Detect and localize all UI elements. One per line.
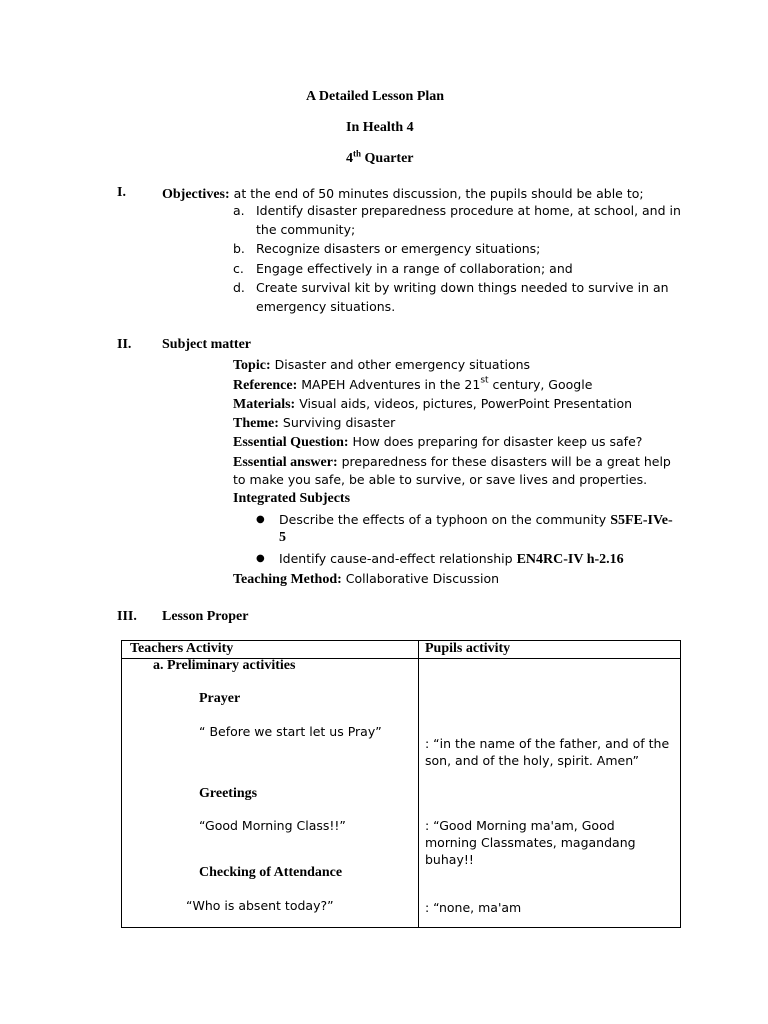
greetings-heading: Greetings: [199, 786, 258, 801]
teaching-method-line: Teaching Method: Collaborative Discussion: [233, 571, 500, 587]
topic-line: Topic: Disaster and other emergency situations: [233, 357, 531, 373]
objective-item: Recognize disasters or emergency situations;: [256, 241, 541, 256]
prayer-teacher-line: “ Before we start let us Pray”: [199, 724, 382, 739]
objective-item: Create survival kit by writing down things needed to survive in an: [256, 280, 669, 295]
greetings-pupil-line-cont: morning Classmates, magandang: [425, 835, 636, 850]
objective-item: Engage effectively in a range of collaboration; and: [256, 261, 573, 276]
essential-answer-line: Essential answer: preparedness for these disasters will be a great help: [233, 454, 671, 470]
integrated-subjects-heading: Integrated Subjects: [233, 491, 351, 506]
objective-item-cont: emergency situations.: [256, 299, 396, 314]
theme-line: Theme: Surviving disaster: [233, 415, 396, 431]
integrated-item: Describe the effects of a typhoon on the community S5FE-IVe-: [279, 512, 673, 528]
attendance-heading: Checking of Attendance: [199, 865, 343, 880]
attendance-pupil-line: : “none, ma'am: [425, 900, 522, 915]
document-quarter: 4th Quarter: [346, 148, 414, 166]
bullet-icon: ●: [256, 553, 265, 564]
objective-item: Identify disaster preparedness procedure at home, at school, and in: [256, 203, 681, 218]
objectives-heading: Objectives: at the end of 50 minutes discussion, the pupils should be able to;: [162, 186, 644, 202]
document-subject: In Health 4: [346, 120, 414, 135]
integrated-item-cont: 5: [279, 530, 286, 545]
table-column-divider: [418, 641, 419, 927]
section-numeral-1: I.: [117, 185, 126, 200]
lesson-table: [121, 640, 681, 928]
list-marker: d.: [233, 280, 245, 295]
reference-line: Reference: MAPEH Adventures in the 21st century, Google: [233, 375, 593, 393]
section-numeral-2: II.: [117, 337, 132, 352]
prayer-pupil-line-cont: son, and of the holy, spirit. Amen”: [425, 753, 639, 768]
list-marker: a.: [233, 203, 245, 218]
greetings-pupil-line-cont: buhay!!: [425, 852, 474, 867]
greetings-pupil-line: : “Good Morning ma'am, Good: [425, 818, 615, 833]
prayer-heading: Prayer: [199, 691, 241, 706]
subject-matter-heading: Subject matter: [162, 337, 252, 352]
section-numeral-3: III.: [117, 609, 137, 624]
objective-item-cont: the community;: [256, 222, 356, 237]
table-header-teacher: Teachers Activity: [130, 641, 234, 656]
greetings-teacher-line: “Good Morning Class!!”: [199, 818, 346, 833]
bullet-icon: ●: [256, 514, 265, 525]
materials-line: Materials: Visual aids, videos, pictures, PowerPoint Presentation: [233, 396, 633, 412]
lesson-proper-heading: Lesson Proper: [162, 609, 249, 624]
list-marker: b.: [233, 241, 245, 256]
preliminary-activities-heading: a. Preliminary activities: [153, 658, 296, 673]
document-title: A Detailed Lesson Plan: [306, 89, 445, 104]
prayer-pupil-line: : “in the name of the father, and of the: [425, 736, 670, 751]
table-header-pupil: Pupils activity: [425, 641, 511, 656]
list-marker: c.: [233, 261, 244, 276]
integrated-item: Identify cause-and-effect relationship EN4RC-IV h-2.16: [279, 551, 624, 567]
essential-answer-cont: to make you safe, be able to survive, or save lives and properties.: [233, 472, 648, 487]
essential-question-line: Essential Question: How does preparing for disaster keep us safe?: [233, 434, 643, 450]
attendance-teacher-line: “Who is absent today?”: [186, 898, 334, 913]
